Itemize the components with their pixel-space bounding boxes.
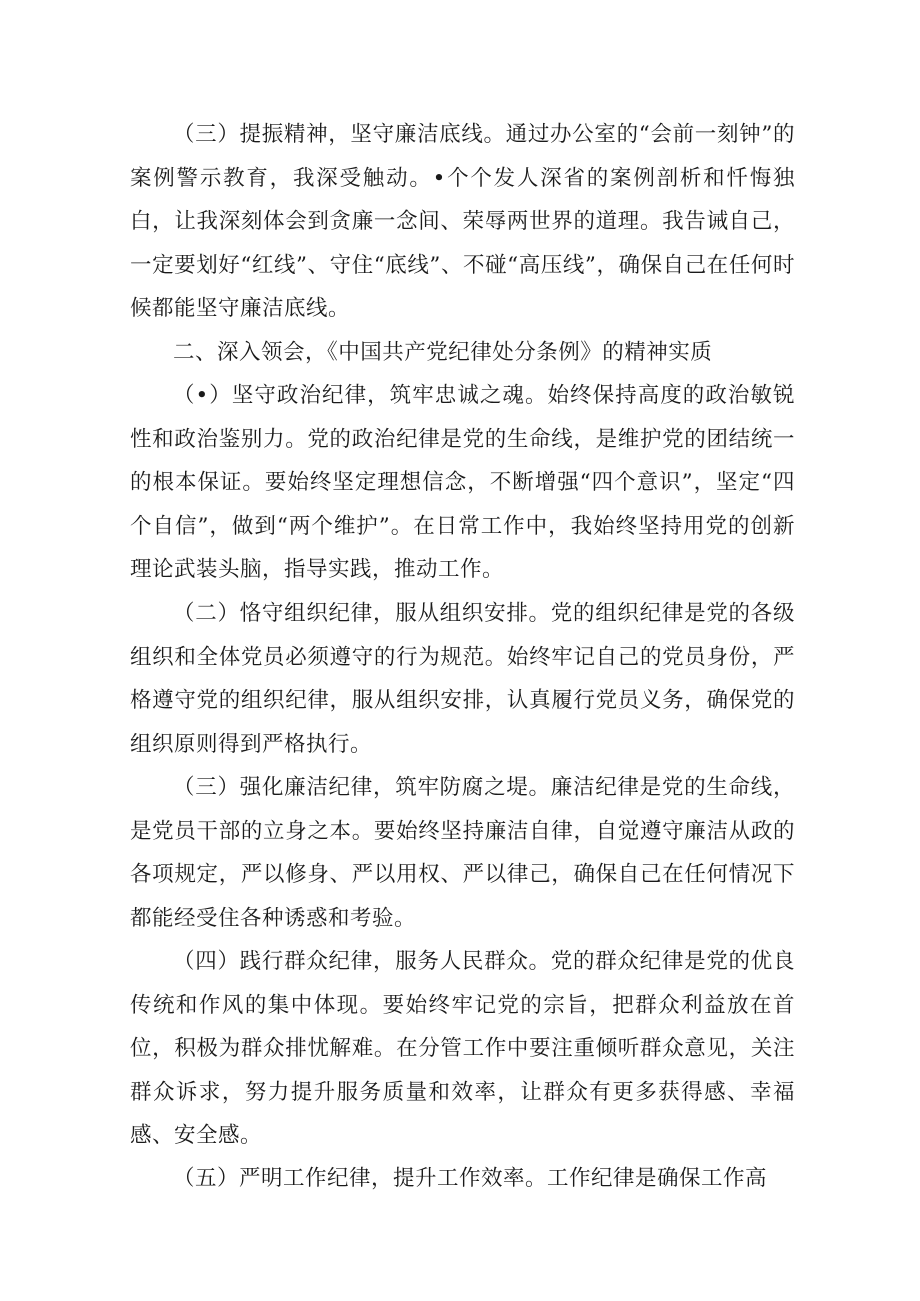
paragraph-3: （二）恪守组织纪律，服从组织安排。党的组织纪律是党的各级组织和全体党员必须遵守的行为规范。始终牢记自己的党员身份，严格遵守党的组织纪律，服从组织安排，认真履行党员义务，确保党的组织原则得到严格执行。 <box>130 601 795 757</box>
paragraph-1: （三）提振精神，坚守廉洁底线。通过办公室的“会前一刻钟”的案例警示教育，我深受触动。•个个发人深省的案例剖析和忏悔独白，让我深刻体会到贪廉一念间、荣辱两世界的道理。我告诫自己，一定要划好“红线”、守住“底线”、不碰“高压线”，确保自己在任何时候都能坚守廉洁底线。 <box>130 122 795 321</box>
section-heading: 二、深入领会，《中国共产党纪律处分条例》的精神实质 <box>173 340 713 365</box>
paragraph-5: （四）践行群众纪律，服务人民群众。党的群众纪律是党的优良传统和作风的集中体现。要始终牢记党的宗旨，把群众利益放在首位，积极为群众排忧解难。在分管工作中要注重倾听群众意见，关注群众诉求，努力提升服务质量和效率，让群众有更多获得感、幸福感、安全感。 <box>130 949 795 1148</box>
paragraph-6: （五）严明工作纪律，提升工作效率。工作纪律是确保工作高 <box>173 1166 768 1191</box>
paragraph-2: （•）坚守政治纪律，筑牢忠诚之魂。始终保持高度的政治敏锐性和政治鉴别力。党的政治纪律是党的生命线，是维护党的团结统一的根本保证。要始终坚定理想信念，不断增强“四个意识”，坚定“四个自信”，做到“两个维护”。在日常工作中，我始终坚持用党的创新理论武装头脑，指导实践，推动工作。 <box>130 383 795 582</box>
paragraph-4: （三）强化廉洁纪律，筑牢防腐之堤。廉洁纪律是党的生命线，是党员干部的立身之本。要始终坚持廉洁自律，自觉遵守廉洁从政的各项规定，严以修身、严以用权、严以律己，确保自己在任何情况下都能经受住各种诱惑和考验。 <box>130 775 795 931</box>
